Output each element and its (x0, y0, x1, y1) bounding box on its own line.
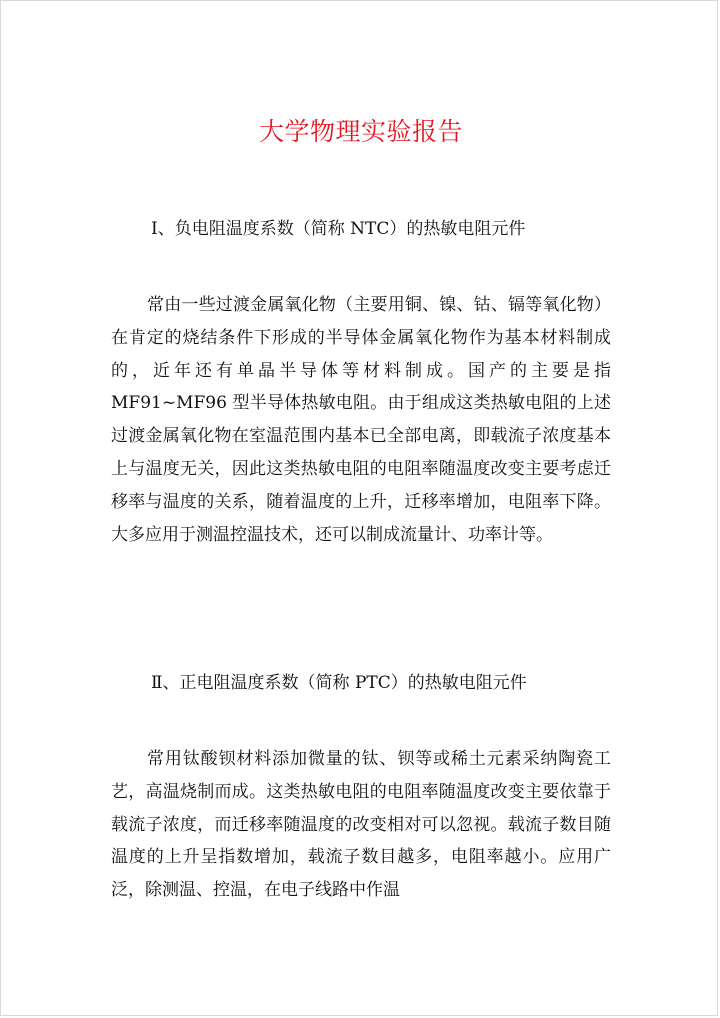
section-paragraph-ntc: 常由一些过渡金属氧化物（主要用铜、镍、钴、镉等氧化物）在肯定的烧结条件下形成的半导体金属氧化物作为基本材料制成的，近年还有单晶半导体等材料制成。国产的主要是指 MF91~MF96 型半导体热敏电阻。由于组成这类热敏电阻的上述过渡金属氧化物在室温范围内基本已全部电离，即载流子浓度基本上与温度无关，因此这类热敏电阻的电阻率随温度改变主要考虑迁移率与温度的关系，随着温度的上升，迁移率增加，电阻率下降。大多应用于测温控温技术，还可以制成流量计、功率计等。 (111, 295, 611, 545)
section-heading-ptc: Ⅱ、正电阻温度系数（简称 PTC）的热敏电阻元件 (151, 673, 527, 693)
page-title: 大学物理实验报告 (258, 117, 463, 146)
section-heading-ntc: Ⅰ、负电阻温度系数（简称 NTC）的热敏电阻元件 (151, 219, 526, 239)
section-paragraph-ptc: 常用钛酸钡材料添加微量的钛、钡等或稀土元素采纳陶瓷工艺，高温烧制而成。这类热敏电阻的电阻率随温度改变主要依靠于载流子浓度，而迁移率随温度的改变相对可以忽视。载流子数目随温度的上升呈指数增加，载流子数目越多，电阻率越小。应用广泛，除测温、控温，在电子线路中作温 (111, 749, 611, 901)
